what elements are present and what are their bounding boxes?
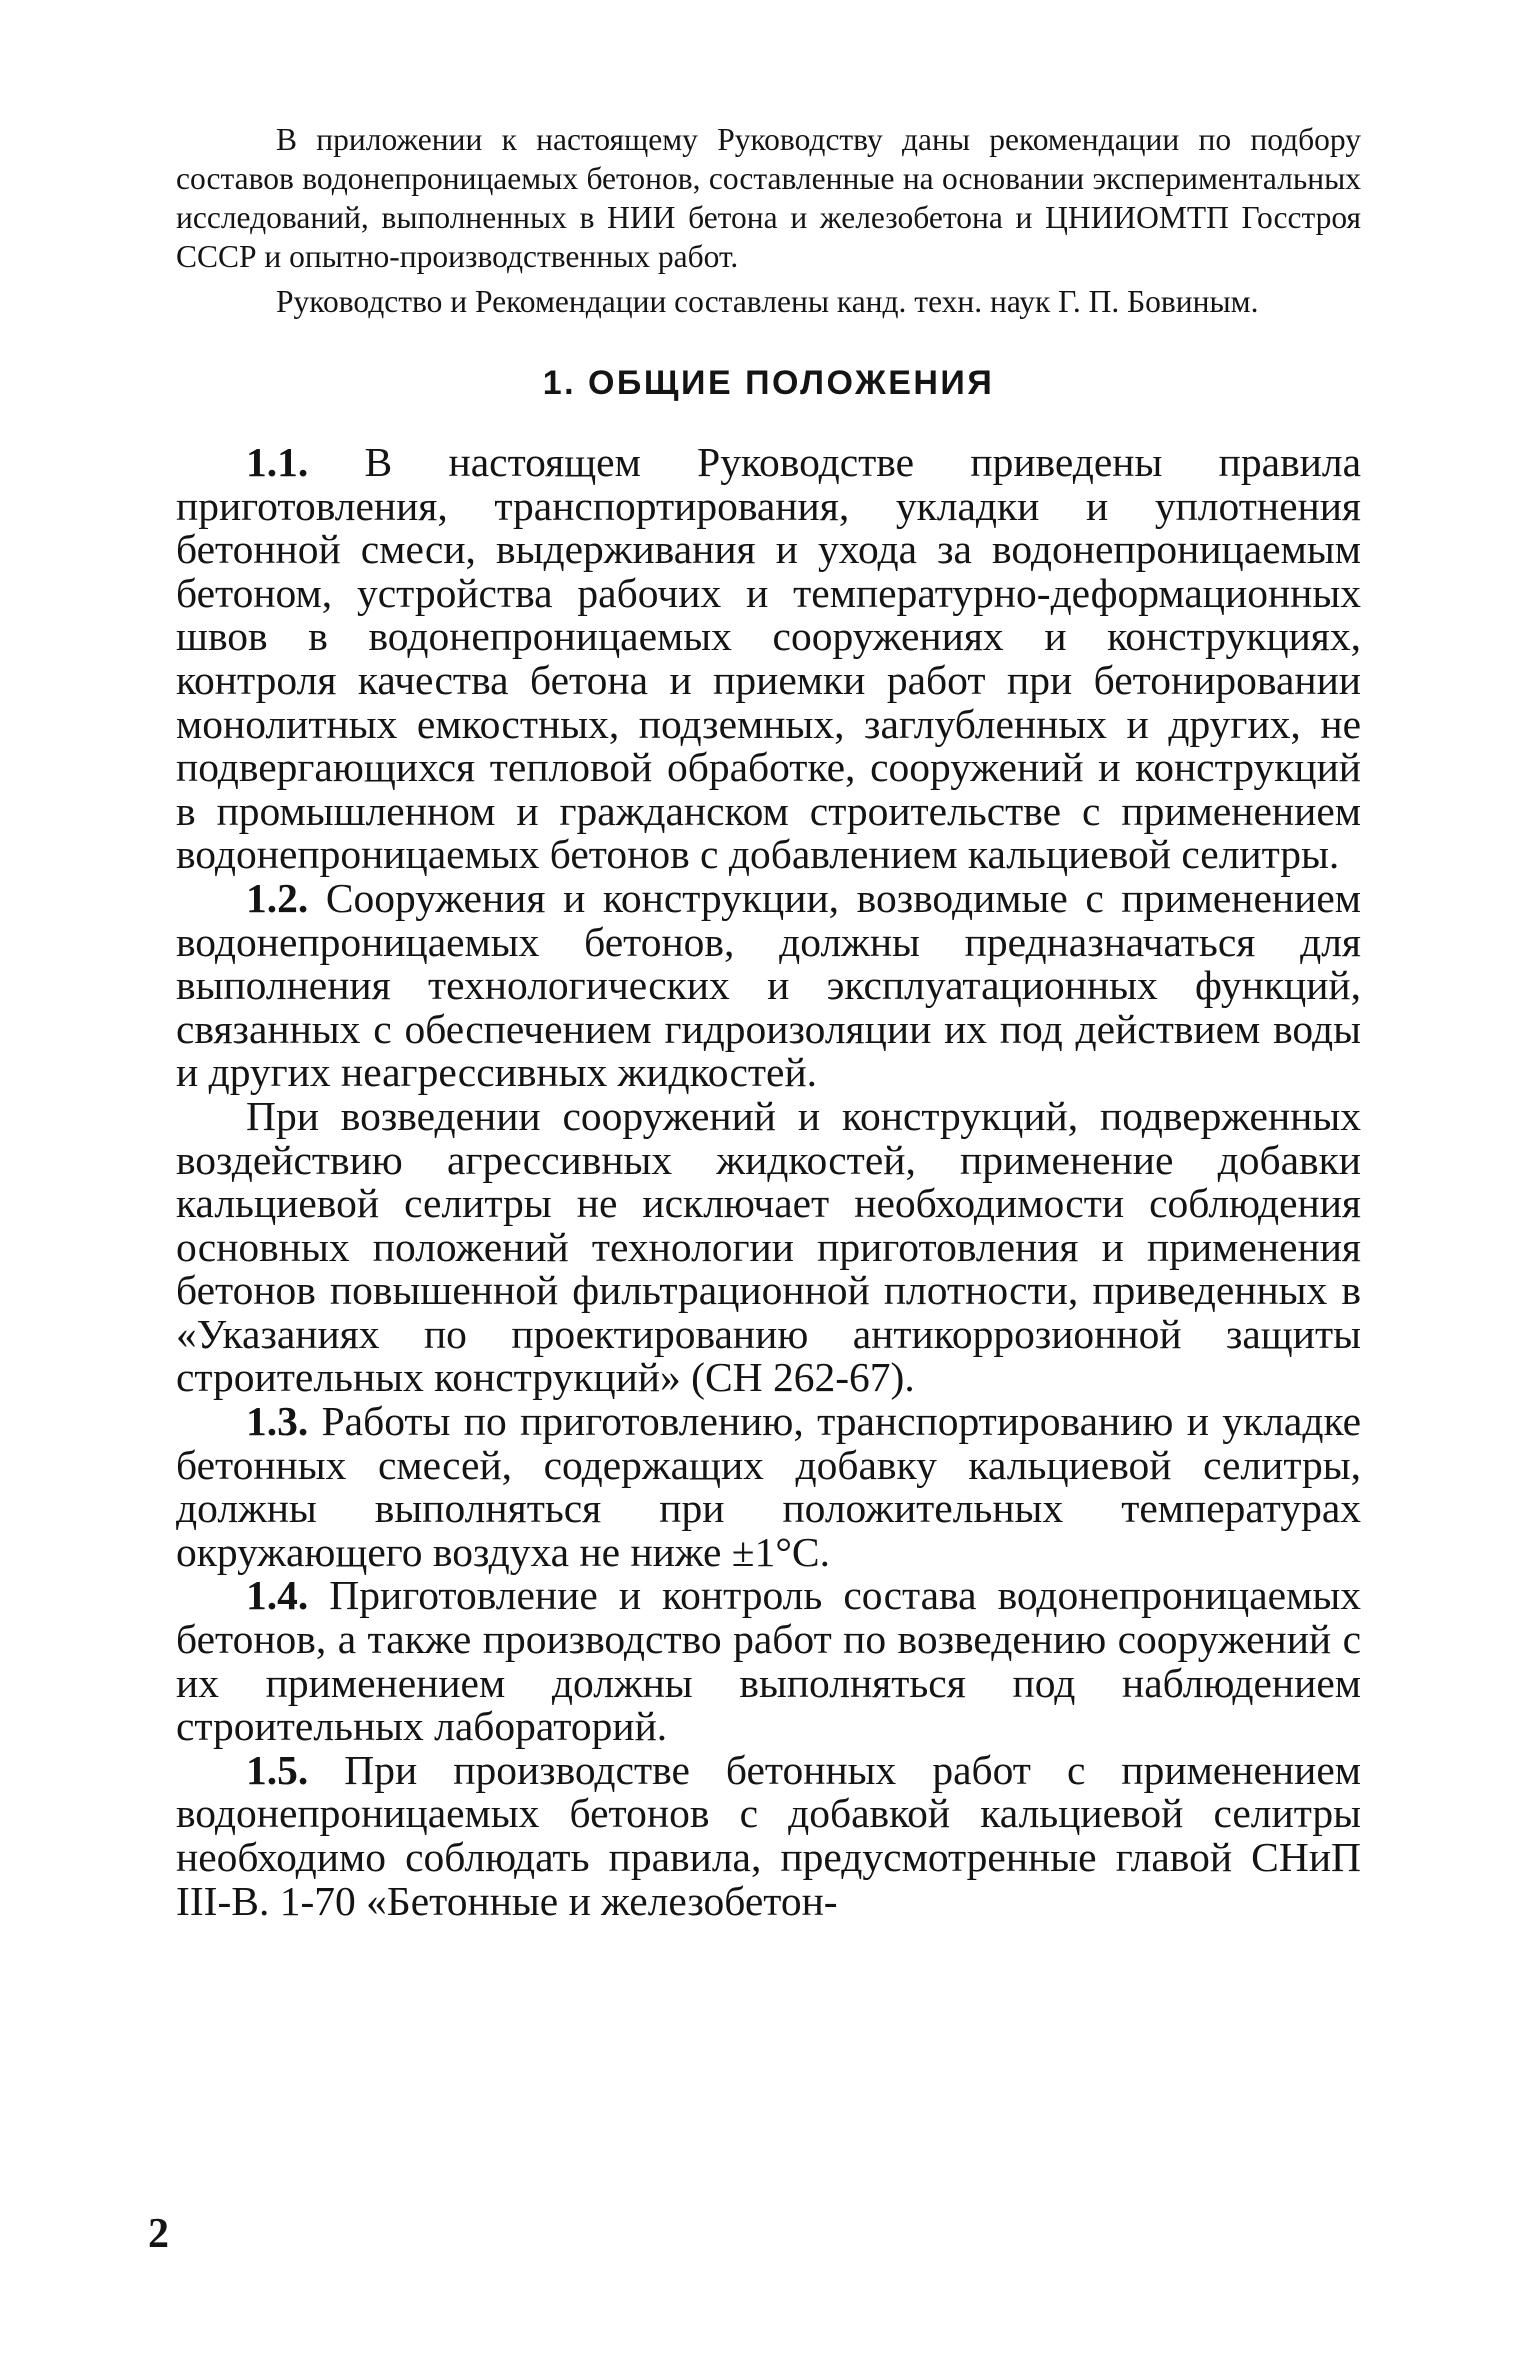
intro-paragraph-1: В приложении к настоящему Руководству даны рекомендации по подбору составов водонепроницаемых бетонов, составленные на основании экспериментальных исследований, выполненных в НИИ бетона и железобетона и ЦНИИОМТП Госстроя СССР и опытно-производственных работ. bbox=[176, 122, 1361, 274]
paragraph-1-2 bbox=[176, 874, 1362, 1096]
paragraph-text: Приготовление и контроль состава водонепроницаемых бетонов, а также производство работ по возведению сооружений с их применением должны выполняться под наблюдением строительных лабораторий. bbox=[176, 1572, 1361, 1750]
document-page bbox=[176, 120, 1361, 1923]
paragraph-1-3 bbox=[176, 1400, 1361, 1574]
paragraph-text: При возведении сооружений и конструкций, подверженных воздействию агрессивных жидкостей, применение добавки кальциевой селитры не исключает необходимости соблюдения основных положений технологии приготовления и применения бетонов повышенной фильтрационной плотности, приведенных в «Указаниях по проектированию антикоррозионной защиты строительных конструкций» (СН 262-67). bbox=[176, 1092, 1361, 1401]
paragraph-number: 1.5. bbox=[246, 1746, 309, 1793]
paragraph-1-5 bbox=[176, 1746, 1362, 1924]
paragraph-number: 1.4. bbox=[246, 1572, 309, 1619]
paragraph-1-1 bbox=[176, 441, 1361, 877]
page-number: 2 bbox=[148, 2211, 169, 2257]
paragraph-text: В настоящем Руководстве приведены правила приготовления, транспортирования, укладки и уплотнения бетонной смеси, выдерживания и ухода за водонепроницаемым бетоном, устройства рабочих и температурно-деформационных швов в водонепроницаемых сооружениях и конструкциях, контроля качества бетона и приемки работ при бетонировании монолитных емкостных, подземных, заглубленных и других, не подвергающихся тепловой обработке, сооружений и конструкций в промышленном и гражданском строительстве с применением водонепроницаемых бетонов с добавлением кальциевой селитры. bbox=[176, 439, 1361, 878]
paragraph-1-2-continued bbox=[176, 1092, 1361, 1401]
paragraph-text: При производстве бетонных работ с применением водонепроницаемых бетонов с добавкой кальциевой селитры необходимо соблюдать правила, предусмотренные главой СНиП III-В. 1-70 «Бетонные и железобетон- bbox=[176, 1746, 1362, 1924]
paragraph-number: 1.3. bbox=[246, 1398, 309, 1445]
paragraph-number: 1.1. bbox=[246, 439, 309, 485]
paragraph-text: Работы по приготовлению, транспортированию и укладке бетонных смесей, содержащих добавку кальциевой селитры, должны выполняться при положительных температурах окружающего воздуха не ниже ±1°С. bbox=[176, 1398, 1362, 1575]
paragraph-text: Сооружения и конструкции, возводимые с применением водонепроницаемых бетонов, должны предназначаться для выполнения технологических и эксплуатационных функций, связанных с обеспечением гидроизоляции их под действием воды и других неагрессивных жидкостей. bbox=[176, 874, 1362, 1096]
section-heading: 1. ОБЩИЕ ПОЛОЖЕНИЯ bbox=[542, 364, 995, 402]
intro-paragraph-2: Руководство и Рекомендации составлены канд. техн. наук Г. П. Бовиным. bbox=[276, 284, 1259, 319]
paragraph-1-4 bbox=[176, 1574, 1361, 1748]
paragraph-number: 1.2. bbox=[246, 874, 309, 921]
